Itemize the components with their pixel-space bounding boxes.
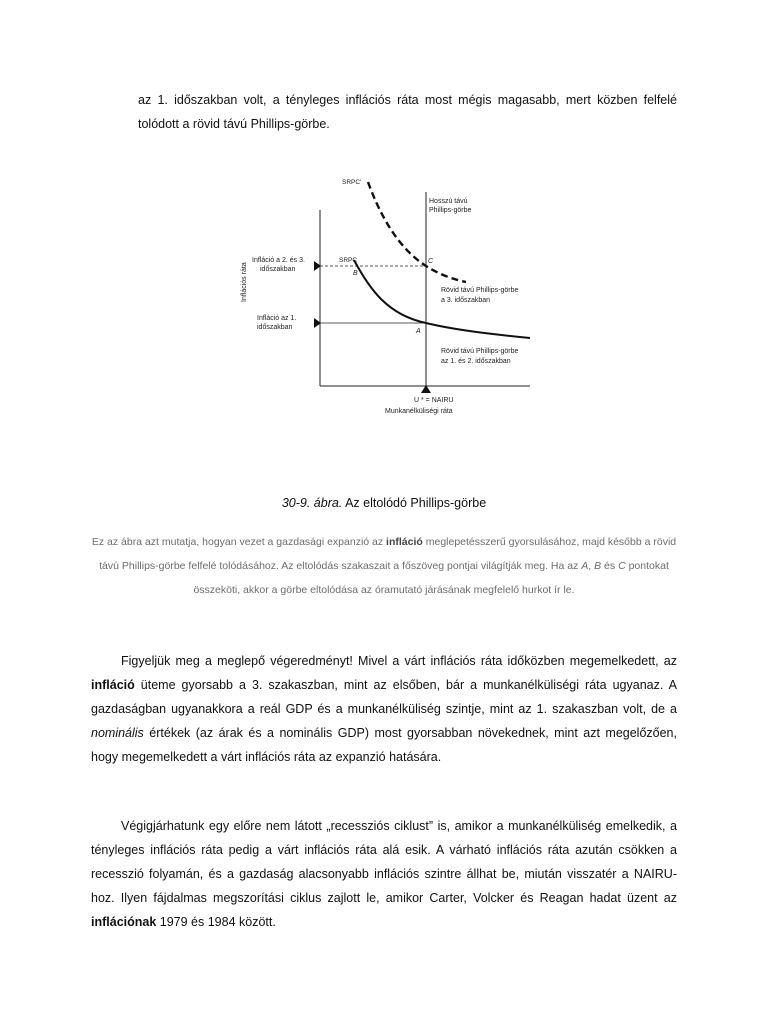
- desc-point: C: [618, 560, 626, 572]
- level-high-label-line1: Infláció a 2. és 3.: [252, 257, 305, 264]
- paragraph-recession: [91, 814, 677, 934]
- p1-text: üteme gyorsabb a 3. szakaszban, mint az elsőben, bár a munkanélküliségi ráta ugyanaz. A gazdaságban ugyanakkora a reál GDP és a munkanélküliség szintje, mint az 1. szakaszban volt, de a: [91, 678, 677, 716]
- p1-text: értékek (az árak és a nominális GDP) most gyorsabban növekednek, mint azt megelőzően, hogy megemelkedett a várt inflációs ráta az expanzió hatására.: [91, 726, 677, 764]
- figure-description: [84, 530, 684, 602]
- srpc12-label-line1: Rövid távú Phillips-görbe: [441, 348, 519, 355]
- nairu-label: U * = NAIRU: [414, 397, 454, 404]
- srpc-prime-curve: [368, 182, 466, 282]
- srpc3-label-line1: Rövid távú Phillips-görbe: [441, 287, 519, 294]
- lrpc-label-line1: Hosszú távú: [429, 198, 468, 205]
- p1-bold-term: infláció: [91, 678, 135, 692]
- level-low-label-line2: időszakban: [257, 324, 293, 331]
- desc-text: és: [601, 560, 619, 572]
- desc-text: meglepetésszerű gyorsulásához, majd később a rövid távú Phillips-görbe felfelé tolódásához. Az eltolódás szakaszait a főszöveg pontjai világítják meg. Ha az: [99, 536, 677, 572]
- desc-text: Ez az ábra azt mutatja, hogyan vezet a gazdasági expanzió az: [91, 536, 387, 548]
- desc-text: pontokat összeköti, akkor a görbe eltolódása az óramutató járásának megfelelő hurkot ír le.: [193, 560, 669, 596]
- desc-point: A: [581, 560, 589, 572]
- srpc12-label-line2: az 1. és 2. időszakban: [441, 358, 511, 365]
- figure-caption: [0, 496, 768, 510]
- x-axis-label: Munkanélküliségi ráta: [385, 408, 453, 415]
- desc-point: B: [594, 560, 602, 572]
- figure-number: 30-9. ábra.: [281, 496, 343, 510]
- p2-bold-term: inflációnak: [91, 915, 157, 929]
- p2-text: 1979 és 1984 között.: [156, 915, 276, 929]
- lrpc-label-line2: Phillips-görbe: [429, 207, 472, 214]
- p1-italic-term: nominális: [91, 726, 144, 740]
- point-c-label: C: [428, 258, 434, 265]
- srpc3-label-line2: a 3. időszakban: [441, 297, 491, 304]
- point-b-label: B: [353, 270, 358, 277]
- paragraph-intro: az 1. időszakban volt, a tényleges inflációs ráta most mégis magasabb, mert közben felfelé tolódott a rövid távú Phillips-görbe.: [138, 93, 677, 131]
- figure-title: Az eltolódó Phillips-görbe: [345, 496, 487, 510]
- srpc-prime-label: SRPC': [342, 179, 362, 186]
- y-axis-label: Inflációs ráta: [241, 262, 248, 302]
- phillips-curve-figure: [230, 170, 550, 420]
- level-low-label-line1: Infláció az 1.: [257, 315, 297, 322]
- paragraph-result: [91, 649, 677, 769]
- srpc-label: SRPC: [339, 257, 358, 264]
- p1-text: Figyeljük meg a meglepő végeredményt! Mivel a várt inflációs ráta időközben megemelkedett, az: [121, 654, 677, 668]
- point-a-label: A: [416, 328, 421, 335]
- desc-bold-term: infláció: [386, 536, 423, 548]
- p2-text: Végigjárhatunk egy előre nem látott „recessziós ciklust” is, amikor a munkanélküliség emelkedik, a tényleges inflációs ráta pedig a várt inflációs ráta alá esik. A várható inflációs ráta azután csökken a recesszió folyamán, és a gazdaság alacsonyabb inflációs szintre állhat be, miután visszatér a NAIRU-hoz. Ilyen fájdalmas megszorítási ciklus zajlott le, amikor Carter, Volcker és Reagan hadat üzent az: [91, 819, 677, 905]
- desc-text: ,: [588, 560, 595, 572]
- level-high-label-line2: időszakban: [260, 266, 296, 273]
